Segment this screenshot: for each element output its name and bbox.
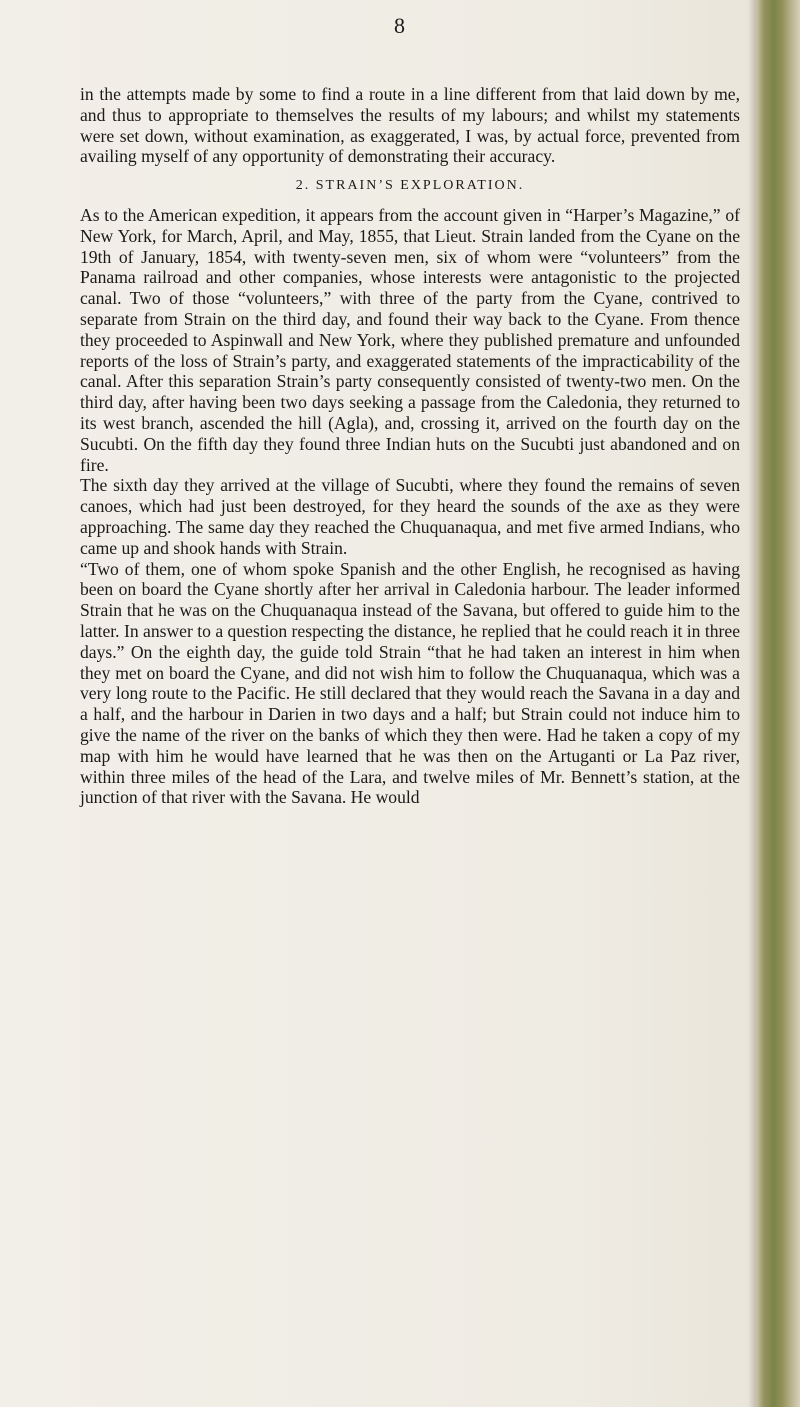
binding-shadow <box>748 0 756 1407</box>
page-number: 8 <box>394 13 406 38</box>
paragraph-sucubti-village: The sixth day they arrived at the village of Sucubti, where they found the remains of seven canoes, which had just been destroyed, for they heard the sounds of the axe as they were approaching. The same day they reached the Chuquanaqua, and met five armed Indians, who came up and shook hands with Strain. <box>80 475 740 558</box>
paragraph-strain-expedition: As to the American expedition, it appears from the account given in “Harper’s Magazine,” of New York, for March, April, and May, 1855, that Lieut. Strain landed from the Cyane on the 19th of January, 1854, with twenty-seven men, six of whom were “volunteers” from the Panama railroad and other companies, whose interests were antagonistic to the projected canal. Two of those “volunteers,” with three of the party from the Cyane, contrived to separate from Strain on the third day, and found their way back to the Cyane. From thence they proceeded to Aspinwall and New York, where they published premature and unfounded reports of the loss of Strain’s party, and exaggerated statements of the impracticability of the canal. After this separation Strain’s party consequently consisted of twenty-two men. On the third day, after having been two days seeking a passage from the Caledonia, they returned to its west branch, ascended the hill (Agla), and, crossing it, arrived on the fourth day on the Sucubti. On the fifth day they found three Indian huts on the Sucubti just abandoned and on fire. <box>80 204 740 475</box>
continuation-paragraph: in the attempts made by some to find a route in a line different from that laid down by me, and thus to appropriate to themselves the results of my labours; and whilst my statements were set down, without examination, as exaggerated, I was, by actual force, prevented from availing myself of any opportunity of demonstrating their accuracy. <box>80 84 740 167</box>
book-binding <box>756 0 800 1407</box>
section-heading: 2. STRAIN’S EXPLORATION. <box>295 178 525 194</box>
paragraph-indian-guide: “Two of them, one of whom spoke Spanish and the other English, he recognised as having been on board the Cyane shortly after her arrival in Caledonia harbour. The leader informed Strain that he was on the Chuquanaqua instead of the Savana, but offered to guide him to the latter. In answer to a question respecting the distance, he replied that he could reach it in three days.” On the eighth day, the guide told Strain “that he had taken an interest in him when they met on board the Cyane, and did not wish him to follow the Chuquanaqua, which was a very long route to the Pacific. He still declared that they would reach the Savana in a day and a half, and the harbour in Darien in two days and a half; but Strain could not induce him to give the name of the river on the banks of which they then were. Had he taken a copy of my map with him he would have learned that he was then on the Artuganti or La Paz river, within three miles of the head of the Lara, and twelve miles of Mr. Bennett’s station, at the junction of that river with the Savana. He would <box>80 558 741 808</box>
body-text <box>80 84 740 808</box>
